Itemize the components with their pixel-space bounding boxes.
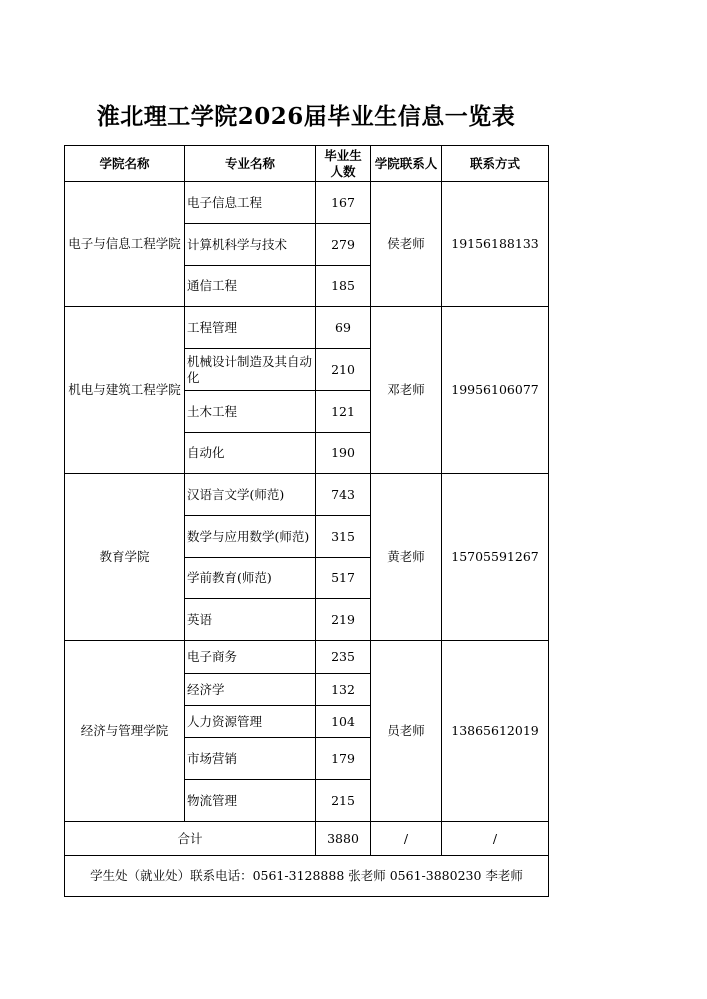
table-row xyxy=(65,307,549,349)
graduate-count: 279 xyxy=(316,224,371,266)
major-name: 机械设计制造及其自动化 xyxy=(185,349,316,391)
total-count: 3880 xyxy=(316,822,371,856)
graduate-count: 179 xyxy=(316,738,371,780)
header-contact: 学院联系人 xyxy=(371,146,442,182)
table-row xyxy=(65,641,549,674)
major-name: 土木工程 xyxy=(185,391,316,433)
major-name: 人力资源管理 xyxy=(185,706,316,738)
graduate-count: 235 xyxy=(316,641,371,674)
total-phone: / xyxy=(442,822,549,856)
graduate-info-table xyxy=(64,145,549,897)
footer-row xyxy=(65,856,549,897)
college-contact: 邓老师 xyxy=(371,307,442,474)
header-college: 学院名称 xyxy=(65,146,185,182)
major-name: 电子信息工程 xyxy=(185,182,316,224)
graduate-count: 517 xyxy=(316,558,371,599)
college-name: 机电与建筑工程学院 xyxy=(65,307,185,474)
graduate-count: 190 xyxy=(316,433,371,474)
total-row xyxy=(65,822,549,856)
table-row xyxy=(65,182,549,224)
graduate-count: 743 xyxy=(316,474,371,516)
major-name: 英语 xyxy=(185,599,316,641)
graduate-count: 215 xyxy=(316,780,371,822)
graduate-count: 104 xyxy=(316,706,371,738)
major-name: 学前教育(师范) xyxy=(185,558,316,599)
major-name: 物流管理 xyxy=(185,780,316,822)
table-row xyxy=(65,474,549,516)
graduate-count: 219 xyxy=(316,599,371,641)
total-label: 合计 xyxy=(65,822,316,856)
major-name: 经济学 xyxy=(185,674,316,706)
graduate-count: 69 xyxy=(316,307,371,349)
graduate-count: 185 xyxy=(316,266,371,307)
graduate-count: 210 xyxy=(316,349,371,391)
major-name: 自动化 xyxy=(185,433,316,474)
header-graduates: 毕业生人数 xyxy=(316,146,371,182)
graduate-count: 132 xyxy=(316,674,371,706)
college-phone: 19156188133 xyxy=(442,182,549,307)
header-major: 专业名称 xyxy=(185,146,316,182)
college-name: 经济与管理学院 xyxy=(65,641,185,822)
college-name: 电子与信息工程学院 xyxy=(65,182,185,307)
major-name: 计算机科学与技术 xyxy=(185,224,316,266)
college-contact: 黄老师 xyxy=(371,474,442,641)
total-contact: / xyxy=(371,822,442,856)
page-title: 淮北理工学院2026届毕业生信息一览表 xyxy=(96,103,516,130)
major-name: 电子商务 xyxy=(185,641,316,674)
contact-footer-note: 学生处（就业处）联系电话：0561-3128888 张老师 0561-3880230 李老师 xyxy=(65,856,549,897)
graduate-count: 315 xyxy=(316,516,371,558)
college-phone: 15705591267 xyxy=(442,474,549,641)
graduate-count: 121 xyxy=(316,391,371,433)
table-header-row xyxy=(65,146,549,182)
graduate-count: 167 xyxy=(316,182,371,224)
header-phone: 联系方式 xyxy=(442,146,549,182)
major-name: 工程管理 xyxy=(185,307,316,349)
major-name: 汉语言文学(师范) xyxy=(185,474,316,516)
college-name: 教育学院 xyxy=(65,474,185,641)
major-name: 数学与应用数学(师范) xyxy=(185,516,316,558)
major-name: 市场营销 xyxy=(185,738,316,780)
college-phone: 13865612019 xyxy=(442,641,549,822)
college-phone: 19956106077 xyxy=(442,307,549,474)
college-contact: 员老师 xyxy=(371,641,442,822)
college-contact: 侯老师 xyxy=(371,182,442,307)
major-name: 通信工程 xyxy=(185,266,316,307)
